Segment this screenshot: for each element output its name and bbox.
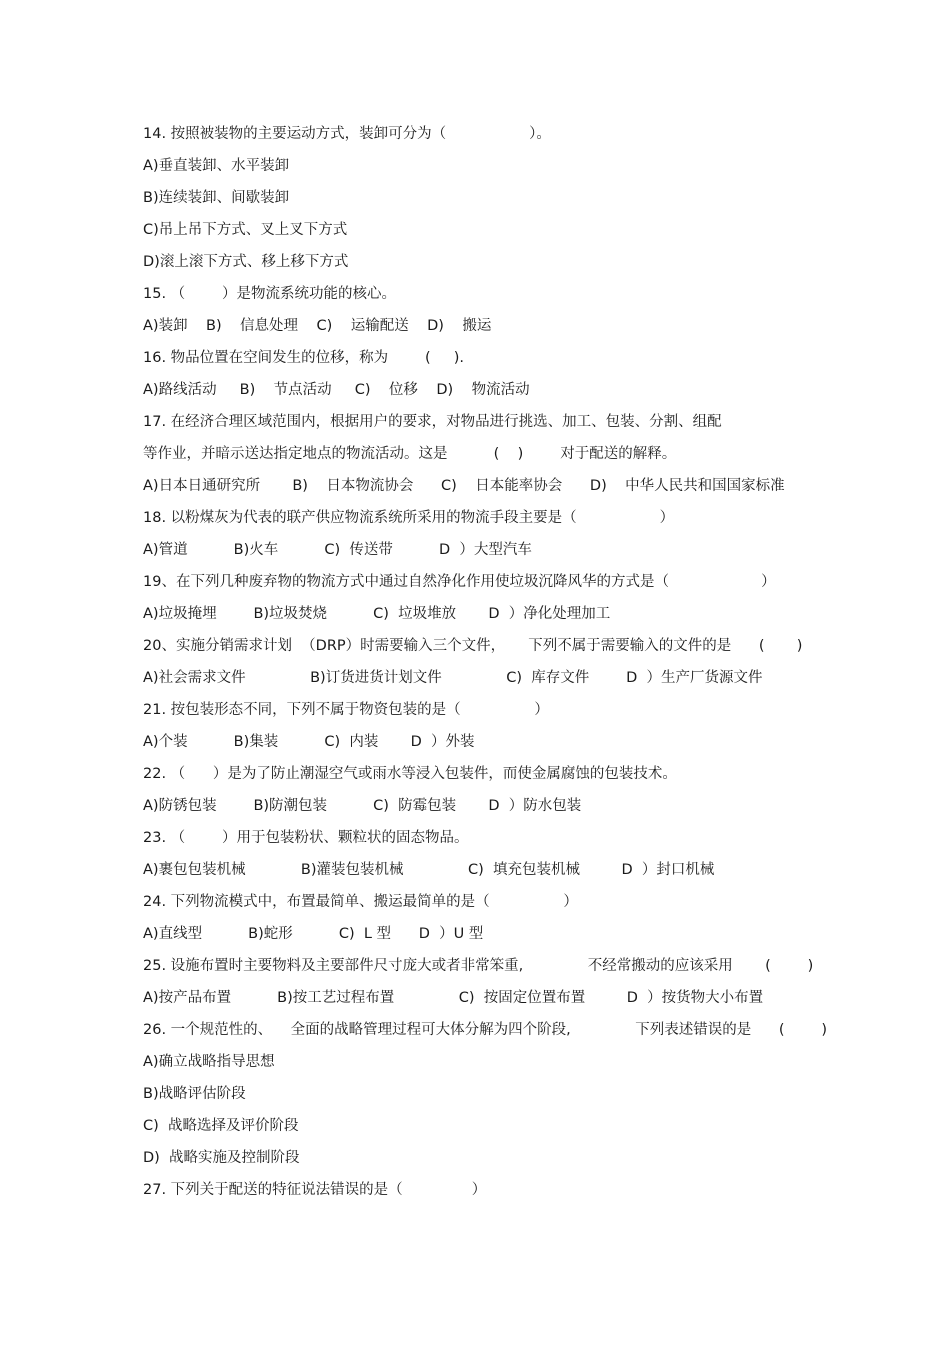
option-26-b: B)战略评估阶段 [143,1086,246,1102]
options-25: A)按产品布置 B)按工艺过程布置 C) 按固定位置布置 D ）按货物大小布置 [143,990,764,1006]
question-23: 23. （ ）用于包装粉状、颗粒状的固态物品。 [143,830,469,846]
question-22: 22. （ ）是为了防止潮湿空气或雨水等浸入包装件，而使金属腐蚀的包装技术。 [143,766,677,782]
question-21: 21. 按包装形态不同，下列不属于物资包装的是（ ） [143,702,549,718]
question-27: 27. 下列关于配送的特征说法错误的是（ ） [143,1182,487,1198]
question-14: 14. 按照被装物的主要运动方式，装卸可分为（ ）。 [143,126,551,142]
options-23: A)裹包包装机械 B)灌装包装机械 C) 填充包装机械 D ）封口机械 [143,862,715,878]
option-26-a: A)确立战略指导思想 [143,1054,275,1070]
option-14-d: D)滚上滚下方式、移上移下方式 [143,254,349,270]
options-18: A)管道 B)火车 C) 传送带 D ）大型汽车 [143,542,532,558]
options-15: A)装卸 B) 信息处理 C) 运输配送 D) 搬运 [143,318,492,334]
question-18: 18. 以粉煤灰为代表的联产供应物流系统所采用的物流手段主要是（ ） [143,510,675,526]
question-19: 19、在下列几种废弃物的物流方式中通过自然净化作用使垃圾沉降风华的方式是（ ） [143,574,776,590]
option-14-a: A)垂直装卸、水平装卸 [143,158,290,174]
question-25: 25. 设施布置时主要物料及主要部件尺寸庞大或者非常笨重, 不经常搬动的应该采用 ( ) [143,958,814,974]
question-24: 24. 下列物流模式中，布置最简单、搬运最简单的是（ ） [143,894,578,910]
question-20: 20、实施分销需求计划 （DRP）时需要输入三个文件， 下列不属于需要输入的文件的是 ( ) [143,638,803,654]
question-17-line-1: 17. 在经济合理区域范围内，根据用户的要求，对物品进行挑选、加工、包装、分割、组配 [143,414,722,430]
question-15: 15. （ ）是物流系统功能的核心。 [143,286,397,302]
question-16: 16. 物品位置在空间发生的位移，称为 ( ). [143,350,465,366]
option-26-d: D) 战略实施及控制阶段 [143,1150,300,1166]
question-17-line-2: 等作业，并暗示送达指定地点的物流活动。这是 ( ) 对于配送的解释。 [143,446,677,462]
option-26-c: C) 战略选择及评价阶段 [143,1118,299,1134]
options-24: A)直线型 B)蛇形 C) L 型 D ）U 型 [143,926,484,942]
option-14-c: C)吊上吊下方式、叉上叉下方式 [143,222,348,238]
options-20: A)社会需求文件 B)订货进货计划文件 C) 库存文件 D ）生产厂货源文件 [143,670,763,686]
options-19: A)垃圾掩埋 B)垃圾焚烧 C) 垃圾堆放 D ）净化处理加工 [143,606,611,622]
question-26: 26. 一个规范性的、 全面的战略管理过程可大体分解为四个阶段, 下列表述错误的是 ( ) [143,1022,828,1038]
options-17: A)日本日通研究所 B) 日本物流协会 C) 日本能率协会 D) 中华人民共和国国家标准 [143,478,785,494]
options-16: A)路线活动 B) 节点活动 C) 位移 D) 物流活动 [143,382,530,398]
options-21: A)个装 B)集装 C) 内装 D ）外装 [143,734,475,750]
options-22: A)防锈包装 B)防潮包装 C) 防霉包装 D ）防水包装 [143,798,582,814]
option-14-b: B)连续装卸、间歇装卸 [143,190,290,206]
